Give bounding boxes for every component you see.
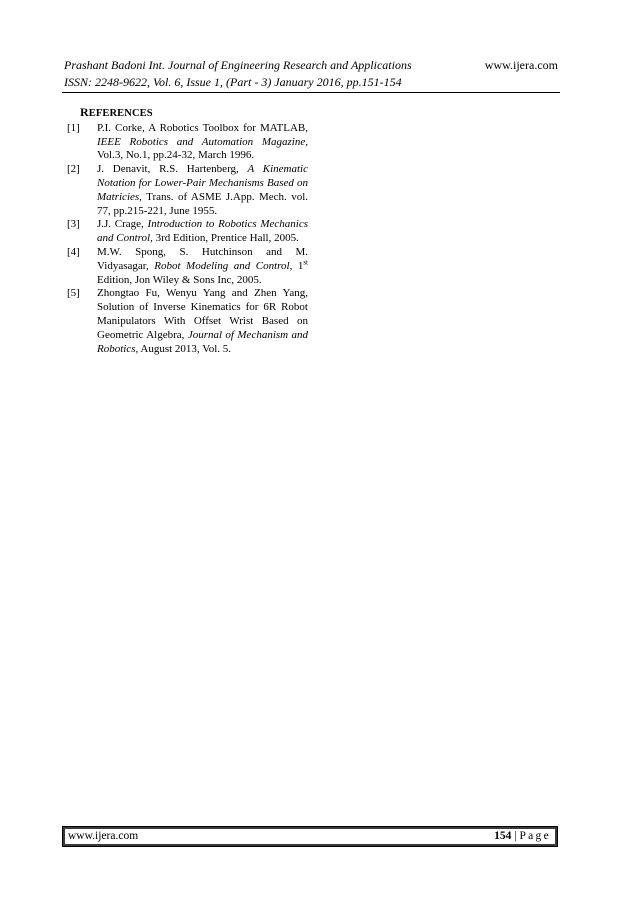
references-heading: REFERENCES — [80, 105, 153, 119]
issn-info: ISSN: 2248-9622, Vol. 6, Issue 1, (Part - 3) January 2016, pp.151-154 — [64, 75, 402, 89]
reference-part: J. Denavit, R.S. Hartenberg, — [97, 163, 248, 176]
reference-item — [67, 287, 309, 356]
reference-text — [97, 122, 308, 163]
reference-list — [67, 121, 309, 357]
header-line-1 — [64, 57, 558, 74]
reference-title: Journal of Mechanism and Robotics, — [97, 328, 309, 355]
reference-title: Robot Modeling and Control — [154, 259, 290, 272]
reference-item — [67, 218, 308, 246]
reference-text — [97, 246, 308, 287]
page-number: 154 — [494, 830, 512, 842]
reference-item — [67, 121, 308, 163]
reference-part: August 2013, Vol. 5. — [138, 342, 232, 355]
journal-title: Prashant Badoni Int. Journal of Engineering Research and Applications — [64, 58, 412, 72]
reference-item — [67, 245, 308, 287]
reference-part: P.I. Corke, A Robotics Toolbox for MATLAB, — [97, 121, 308, 134]
page-separator: | — [511, 830, 520, 842]
reference-part: , Trans. of ASME J.App. Mech. vol. 77, pp.215-221, June 1955. — [97, 190, 308, 217]
page-label — [494, 829, 551, 844]
reference-part: st — [303, 258, 308, 267]
reference-text — [97, 287, 308, 356]
reference-text — [97, 218, 308, 246]
reference-title: Introduction to Robotics Mechanics and Control — [97, 218, 308, 245]
reference-part: , 3rd Edition, Prentice Hall, 2005. — [150, 232, 299, 245]
page-footer — [62, 826, 558, 847]
journal-website: www.ijera.com — [484, 58, 558, 72]
header-line-2 — [64, 74, 558, 91]
reference-text — [97, 163, 308, 218]
page-word: Page — [519, 830, 551, 842]
reference-number: [2] — [67, 163, 80, 176]
running-header — [64, 57, 558, 91]
reference-title: IEEE Robotics and Automation Magazine, — [97, 135, 308, 148]
reference-number: [5] — [67, 287, 80, 300]
reference-part: Vol.3, No.1, pp.24-32, March 1996. — [97, 149, 255, 162]
header-rule — [62, 92, 560, 93]
reference-part: , 1 — [289, 259, 304, 272]
footer-website: www.ijera.com — [68, 830, 139, 842]
reference-number: [3] — [67, 218, 80, 231]
reference-title: A Kinematic Notation for Lower-Pair Mechanisms Based on Matricies — [97, 163, 308, 203]
reference-part: Zhongtao Fu, Wenyu Yang and Zhen Yang, Solution of Inverse Kinematics for 6R Robot Manipulators With Offset Wrist Based on Geometric Algebra, — [97, 287, 308, 341]
reference-number: [4] — [67, 245, 80, 258]
footer-bar — [65, 829, 555, 844]
reference-part: M.W. Spong, S. Hutchinson and M. Vidyasagar, — [97, 245, 308, 272]
reference-number: [1] — [67, 121, 80, 134]
reference-part: J.J. Crage, — [97, 218, 148, 231]
references-section — [67, 105, 309, 356]
reference-part: Edition, Jon Wiley & Sons Inc, 2005. — [97, 273, 262, 286]
reference-item — [67, 163, 308, 218]
